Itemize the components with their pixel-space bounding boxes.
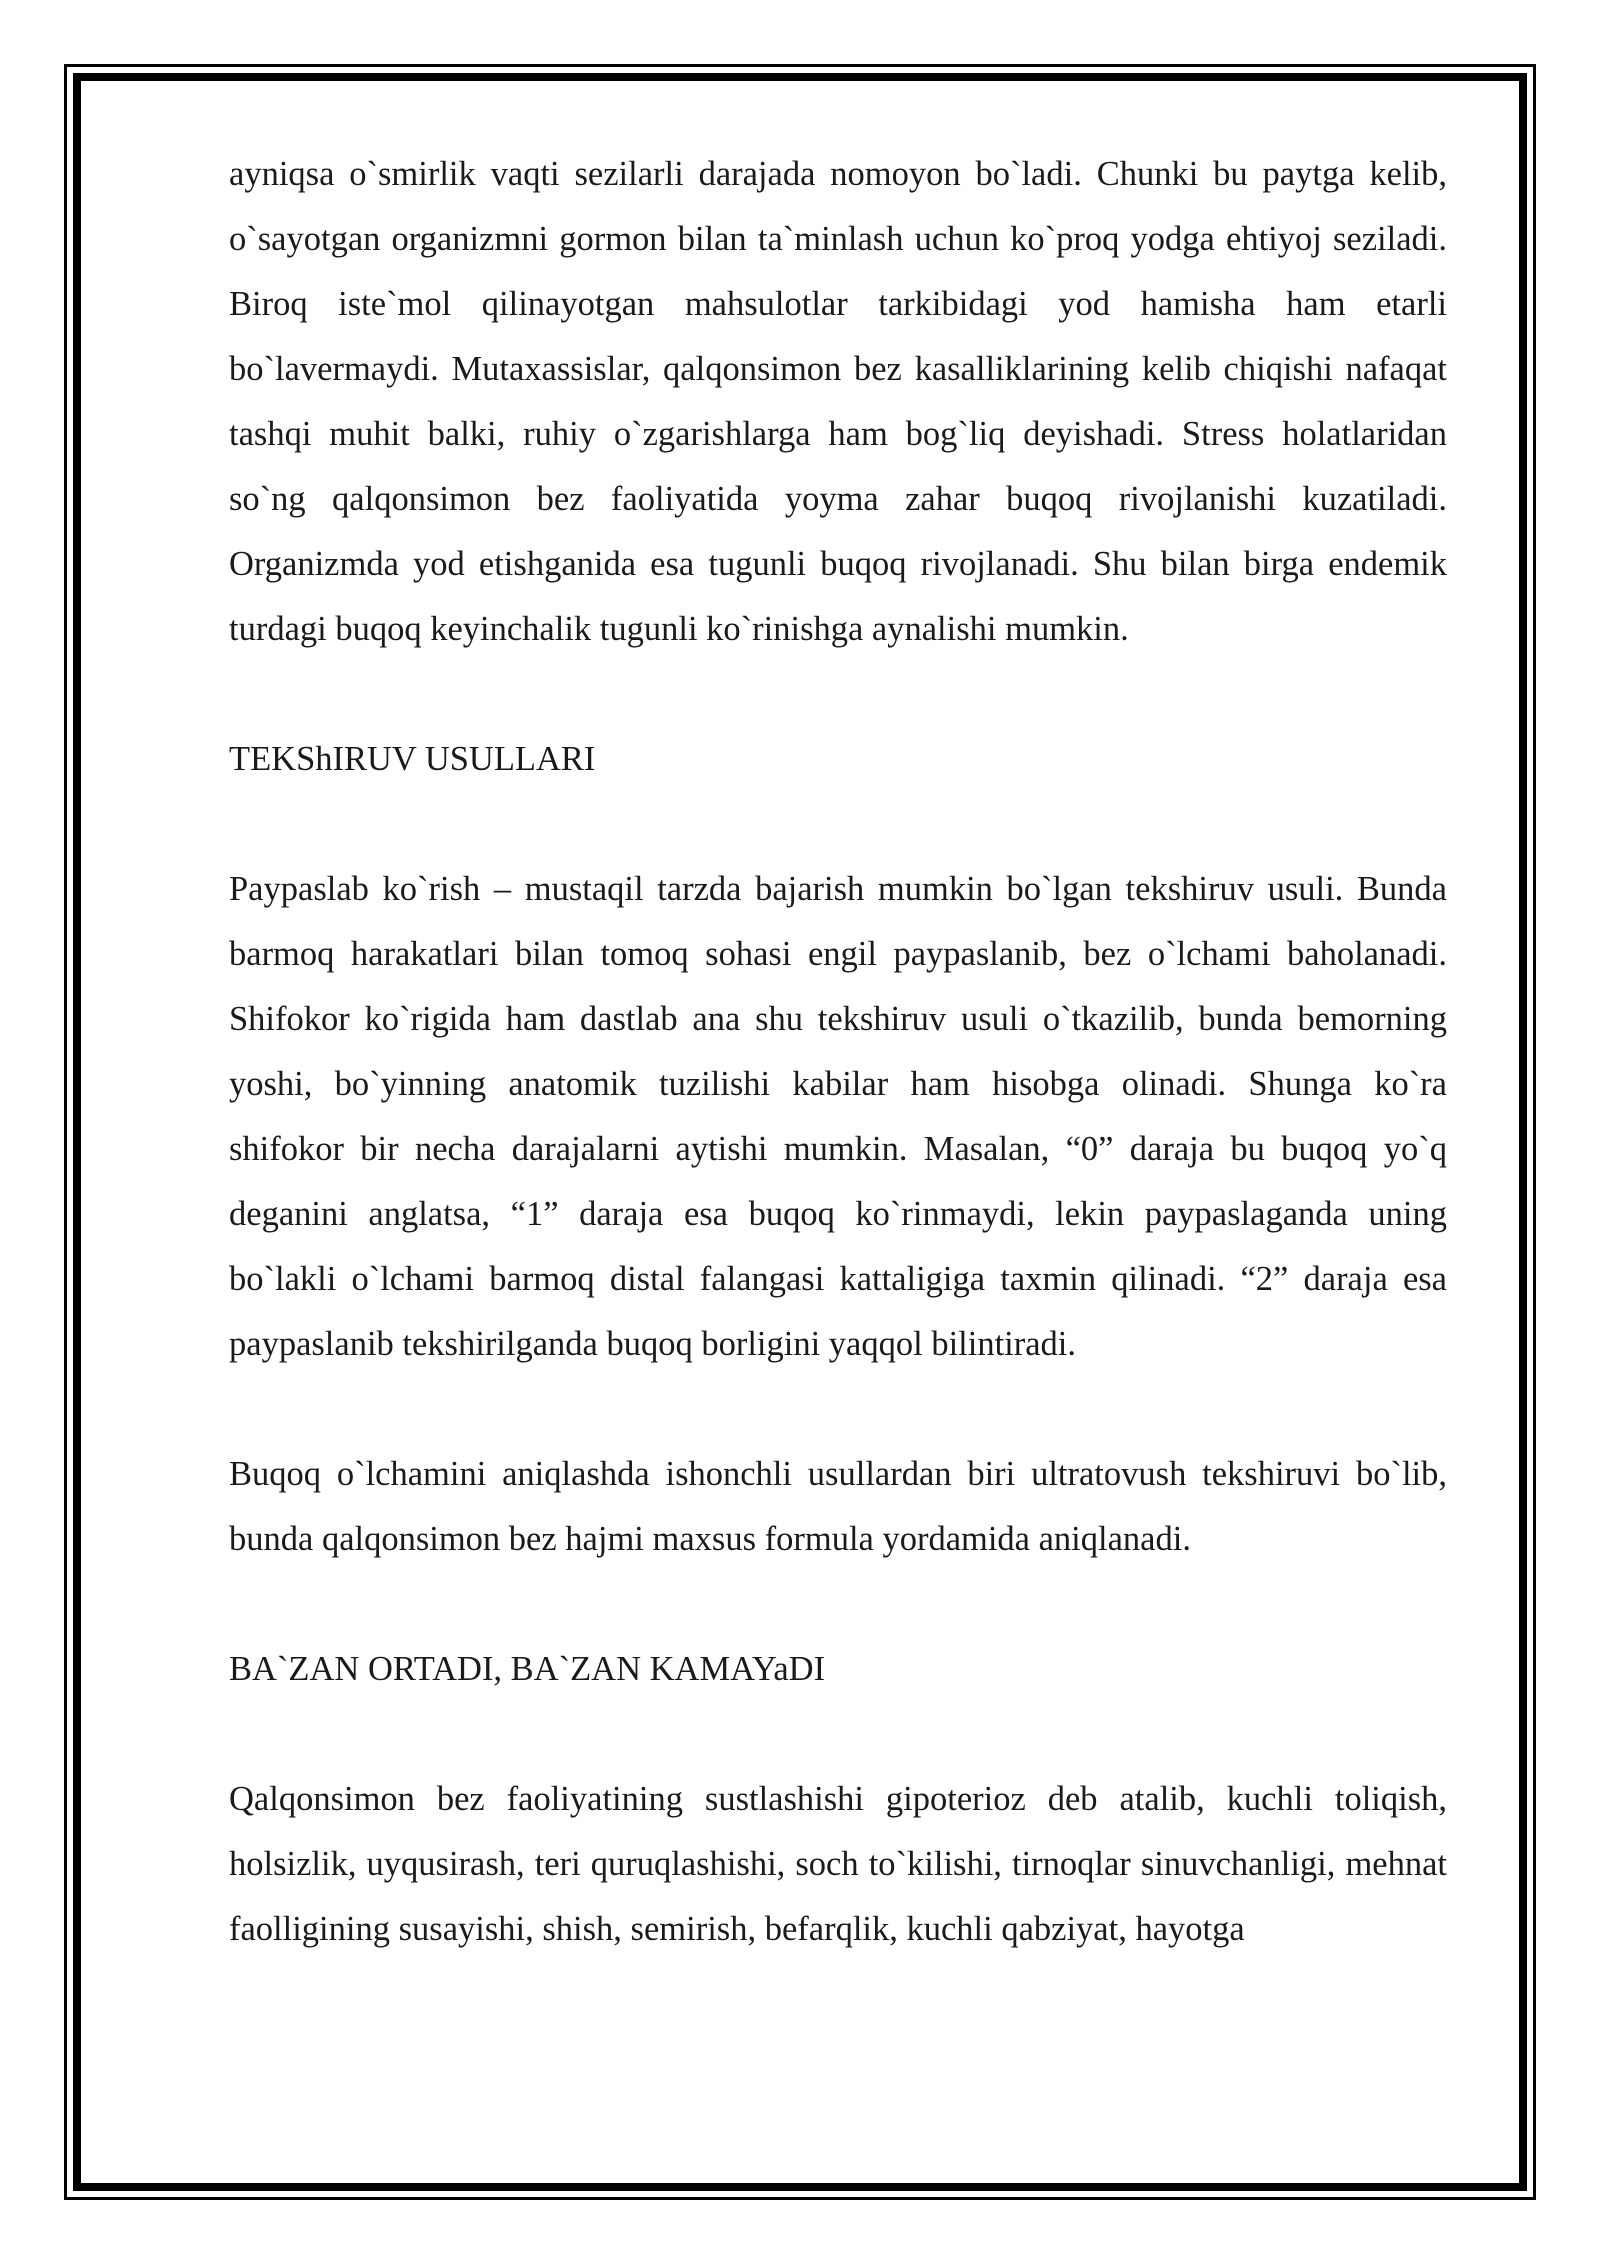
- paragraph-ultrasound: Buqoq o`lchamini aniqlashda ishonchli usullardan biri ultratovush tekshiruvi bo`lib, bunda qalqonsimon bez hajmi maxsus formula yordamida aniqlanadi.: [229, 1455, 1447, 1558]
- paragraph-intro: ayniqsa o`smirlik vaqti sezilarli darajada nomoyon bo`ladi. Chunki bu paytga kelib, o`sayotgan organizmni gormon bilan ta`minlash uchun ko`proq yodga ehtiyoj seziladi. Biroq iste`mol qilinayotgan mahsulotlar tarkibidagi yod hamisha ham etarli bo`lavermaydi. Mutaxassislar, qalqonsimon bez kasalliklarining kelib chiqishi nafaqat tashqi muhit balki, ruhiy o`zgarishlarga ham bog`liq deyishadi. Stress holatlaridan so`ng qalqonsimon bez faoliyatida yoyma zahar buqoq rivojlanishi kuzatiladi. Organizmda yod etishganida esa tugunli buqoq rivojlanadi. Shu bilan birga endemik turdagi buqoq keyinchalik tugunli ko`rinishga aynalishi mumkin.: [229, 155, 1447, 648]
- paragraph-hypothyroidism: Qalqonsimon bez faoliyatining sustlashishi gipoterioz deb atalib, kuchli toliqish, holsizlik, uyqusirash, teri quruqlashishi, soch to`kilishi, tirnoqlar sinuvchanligi, mehnat faolligining susayishi, shish, semirish, befarqlik, kuchli qabziyat, hayotga: [229, 1780, 1447, 1948]
- paragraph-palpation: Paypaslab ko`rish – mustaqil tarzda bajarish mumkin bo`lgan tekshiruv usuli. Bunda barmoq harakatlari bilan tomoq sohasi engil paypaslanib, bez o`lchami baholanadi. Shifokor ko`rigida ham dastlab ana shu tekshiruv usuli o`tkazilib, bunda bemorning yoshi, bo`yinning anatomik tuzilishi kabilar ham hisobga olinadi. Shunga ko`ra shifokor bir necha darajalarni aytishi mumkin. Masalan, “0” daraja bu buqoq yo`q deganini anglatsa, “1” daraja esa buqoq ko`rinmaydi, lekin paypaslaganda uning bo`lakli o`lchami barmoq distal falangasi kattaligiga taxmin qilinadi. “2” daraja esa paypaslanib tekshirilganda buqoq borligini yaqqol bilintiradi.: [229, 870, 1447, 1363]
- section-heading-increase-decrease: BA`ZAN ORTADI, BA`ZAN KAMAYaDI: [229, 1650, 826, 1688]
- document-body: [229, 142, 1447, 1962]
- section-heading-examination-methods: TEKShIRUV USULLARI: [229, 740, 596, 778]
